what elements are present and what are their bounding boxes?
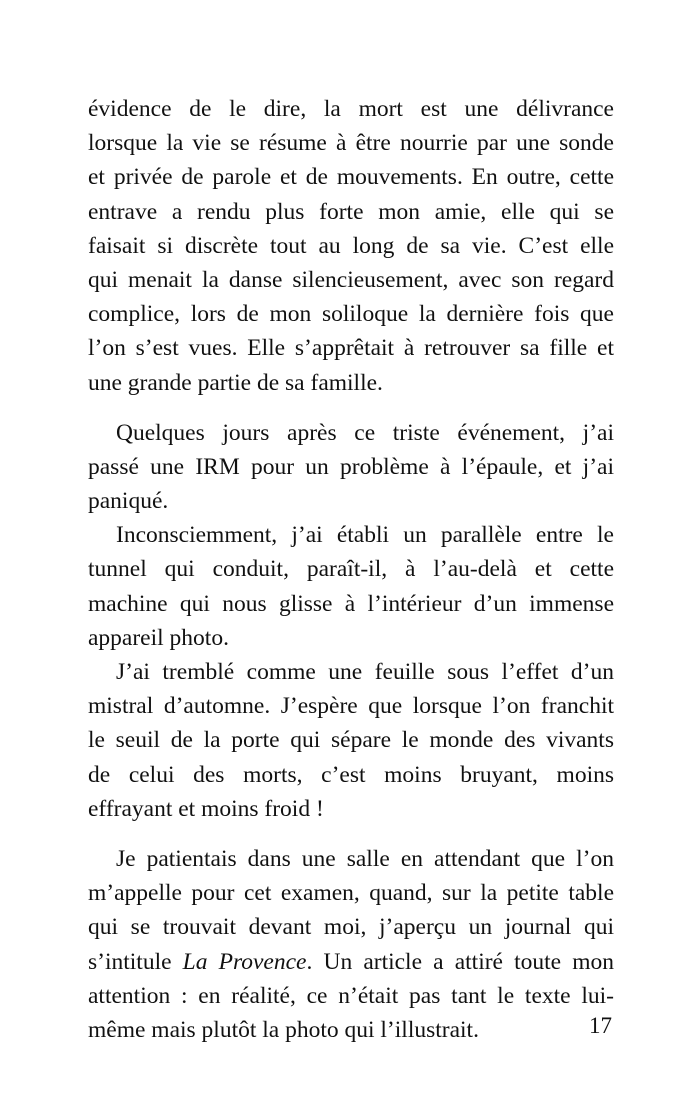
newspaper-title: La Provence	[182, 948, 307, 975]
text-line: machine qui nous glisse à l’intérieur d’un immense	[88, 590, 614, 617]
text-line: mistral d’automne. J’espère que lorsque l’on franchit	[88, 693, 614, 720]
book-page-text	[88, 92, 614, 1047]
text-line: lorsque la vie se résume à être nourrie par une sonde	[88, 130, 614, 157]
text-line: faisait si discrète tout au long de sa vie. C’est elle	[88, 232, 614, 259]
text-line: Inconsciemment, j’ai établi un parallèle entre le	[116, 522, 614, 549]
paragraph-4	[88, 655, 614, 826]
text-fragment: . Un article a attiré toute mon	[306, 948, 614, 975]
text-line: une grande partie de sa famille.	[88, 369, 383, 396]
text-line: complice, lors de mon soliloque la dernière fois que	[88, 301, 614, 328]
text-line: et privée de parole et de mouvements. En outre, cette	[88, 164, 614, 191]
text-line: attention : en réalité, ce n’était pas tant le texte lui-	[88, 982, 614, 1009]
text-fragment: s’intitule	[88, 948, 183, 975]
text-line: appareil photo.	[88, 624, 229, 651]
text-line-with-title	[88, 945, 614, 979]
text-line: Je patientais dans une salle en attendant que l’on	[116, 845, 614, 872]
paragraph-1	[88, 92, 614, 400]
text-line: le seuil de la porte qui sépare le monde des vivants	[88, 727, 614, 754]
text-line: de celui des morts, c’est moins bruyant, moins	[88, 761, 614, 788]
text-line: qui menait la danse silencieusement, avec son regard	[88, 266, 614, 293]
text-line: paniqué.	[88, 488, 169, 515]
paragraph-5	[88, 842, 614, 1047]
text-line: évidence de le dire, la mort est une délivrance	[88, 96, 614, 122]
text-line: effrayant et moins froid !	[88, 795, 324, 822]
text-line: entrave a rendu plus forte mon amie, elle qui se	[88, 198, 614, 225]
text-line: passé une IRM pour un problème à l’épaule, et j’ai	[88, 453, 614, 480]
page-number: 17	[589, 1013, 612, 1038]
text-line: même mais plutôt la photo qui l’illustrait.	[88, 1016, 479, 1043]
text-line: tunnel qui conduit, paraît-il, à l’au-delà et cette	[88, 556, 614, 583]
text-line: qui se trouvait devant moi, j’aperçu un journal qui	[88, 914, 614, 941]
paragraph-3	[88, 518, 614, 655]
text-line: l’on s’est vues. Elle s’apprêtait à retrouver sa fille et	[88, 335, 614, 362]
paragraph-2	[88, 416, 614, 519]
text-line: m’appelle pour cet examen, quand, sur la petite table	[88, 880, 614, 907]
text-line: Quelques jours après ce triste événement, j’ai	[116, 419, 614, 446]
text-line: J’ai tremblé comme une feuille sous l’effet d’un	[116, 659, 614, 685]
